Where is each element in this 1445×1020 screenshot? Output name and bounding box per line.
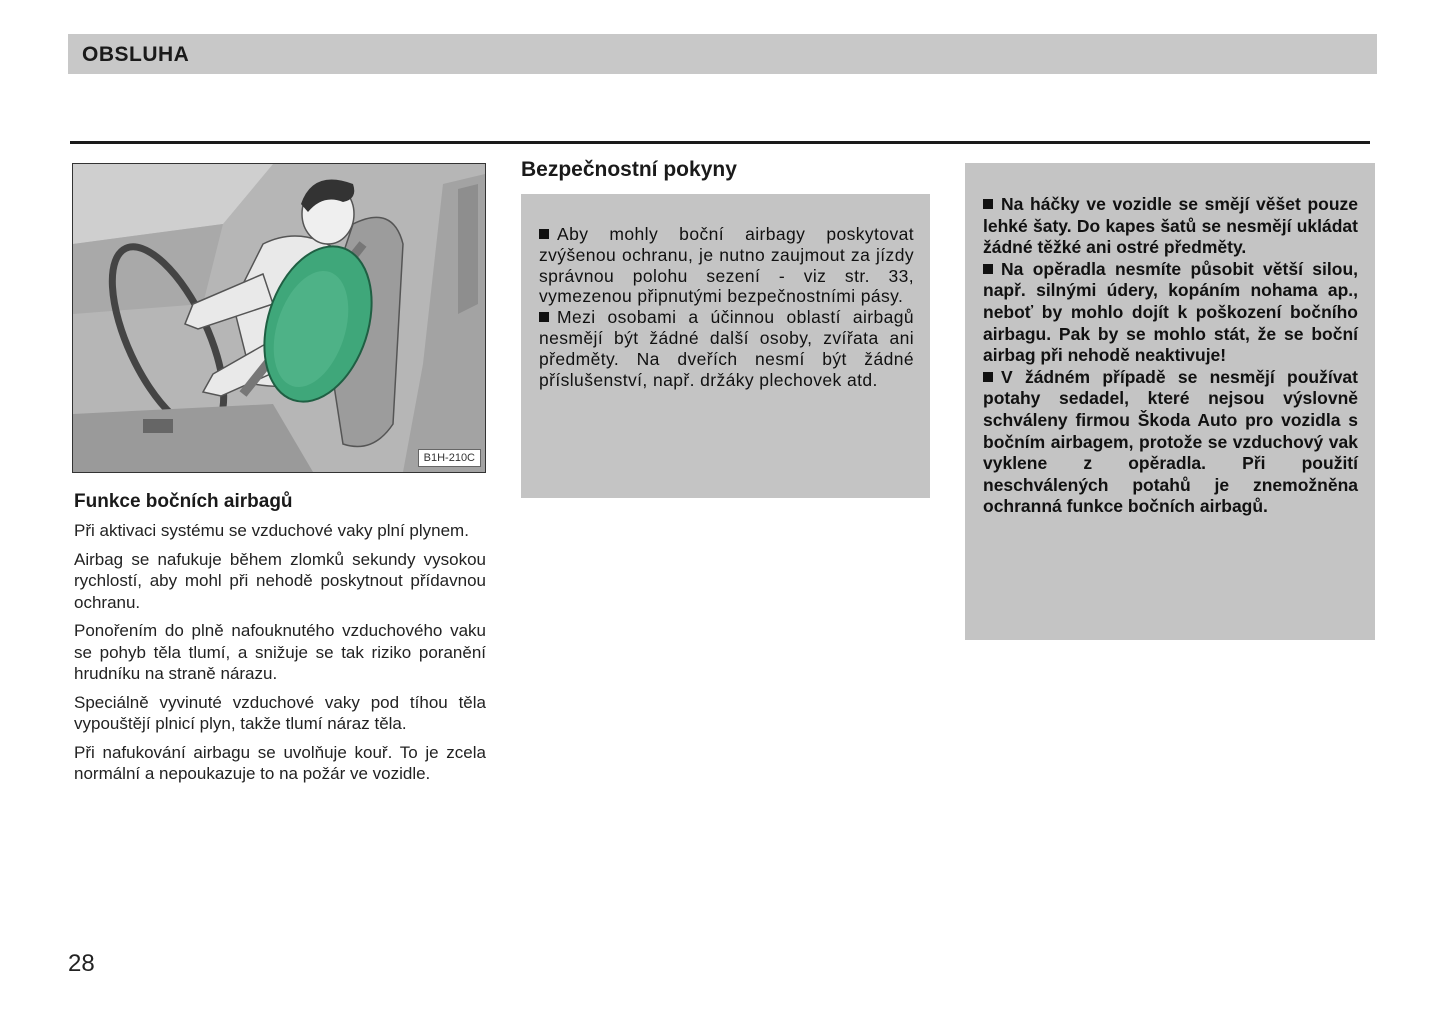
bullet-item: Mezi osobami a účinnou oblastí airbagů nesmějí být žádné další osoby, zvířata ani předměty. Na dveřích nesmí být žádné příslušenství, např. držáky plechovek atd.	[539, 307, 914, 390]
bullet-item: Na opěradla nesmíte působit větší silou, např. silnými údery, kopáním nohama ap., neboť by mohlo dojít k poškození bočního airbagu. Pak by se mohlo stát, že se boční airbag při nehodě neaktivuje!	[983, 258, 1358, 366]
paragraph: Při aktivaci systému se vzduchové vaky plní plynem.	[74, 521, 469, 540]
bullet-square-icon	[539, 312, 549, 322]
bullet-square-icon	[983, 199, 993, 209]
paragraph: Ponořením do plně nafouknutého vzduchového vaku se pohyb těla tlumí, a snižuje se tak riziko poranění hrudníku na straně nárazu.	[74, 621, 486, 683]
safety-instructions-text	[539, 224, 914, 390]
horizontal-rule	[70, 141, 1370, 144]
section-title: OBSLUHA	[82, 43, 190, 66]
paragraph: Při nafukování airbagu se uvolňuje kouř. To je zcela normální a nepoukazuje to na požár ve vozidle.	[74, 742, 486, 783]
paragraph: Speciálně vyvinuté vzduchové vaky pod tíhou těla vypouštějí plnicí plyn, takže tlumí náraz těla.	[74, 692, 486, 733]
section-header-bar	[68, 34, 1377, 74]
bullet-square-icon	[983, 372, 993, 382]
warnings-text	[983, 194, 1358, 518]
bullet-item: Aby mohly boční airbagy poskytovat zvýšenou ochranu, je nutno zaujmout za jízdy správnou polohu sezení - viz str. 33, vymezenou připnutými bezpečnostními pásy.	[539, 224, 914, 307]
safety-instructions-heading: Bezpečnostní pokyny	[521, 158, 737, 181]
side-airbag-illustration	[72, 163, 486, 473]
bullet-square-icon	[983, 264, 993, 274]
paragraph: Airbag se nafukuje během zlomků sekundy vysokou rychlostí, aby mohl při nehodě poskytnout přídavnou ochranu.	[74, 549, 486, 612]
bullet-square-icon	[539, 229, 549, 239]
bullet-item: V žádném případě se nesmějí používat potahy sedadel, které nejsou výslovně schváleny firmou Škoda Auto pro vozidla s bočním airbagem, protože se vzduchový vak vyklene z opěradla. Při použití neschválených potahů je znemožněna ochranná funkce bočních airbagů.	[983, 366, 1358, 517]
functions-text	[74, 520, 486, 792]
driver-airbag-drawing	[73, 164, 485, 472]
figure-code-label: B1H-210C	[418, 449, 481, 467]
safety-instructions-box	[521, 194, 930, 498]
page-number: 28	[68, 950, 95, 977]
bullet-item: Na háčky ve vozidle se smějí věšet pouze lehké šaty. Do kapes šatů se nesmějí ukládat žádné těžké ani ostré předměty.	[983, 194, 1358, 258]
warnings-box	[965, 163, 1375, 640]
functions-heading: Funkce bočních airbagů	[74, 491, 293, 512]
